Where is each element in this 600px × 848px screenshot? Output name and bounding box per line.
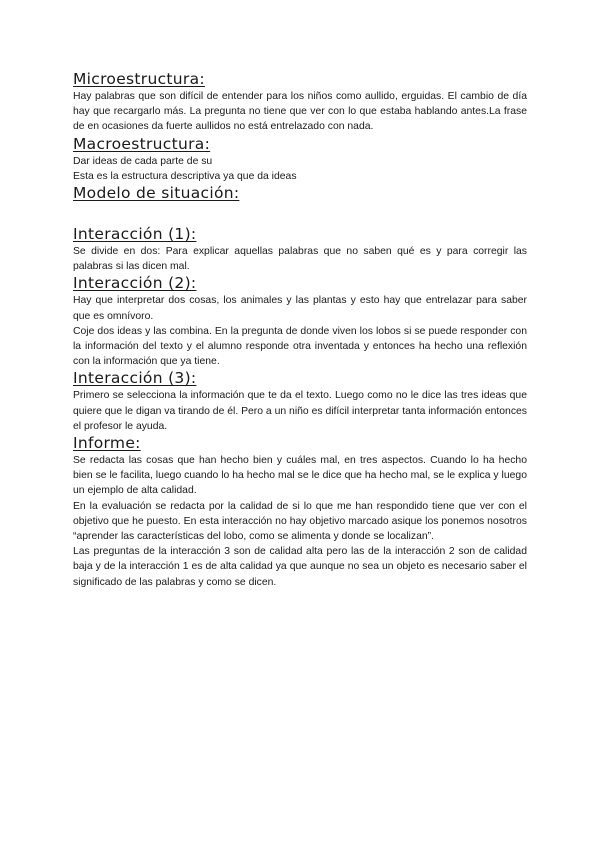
heading-informe: Informe: [73,434,141,453]
paragraph: Las preguntas de la interacción 3 son de calidad alta pero las de la interacción 2 son de calidad baja y de la interacción 1 es de alta calidad ya que aunque no sea un objeto es necesario saber el significado de las palabras y como se dicen. [73,546,527,588]
paragraph: Primero se selecciona la información que te da el texto. Luego como no le dice las tres ideas que quiere que le digan va tirando de él. Pero a un niño es difícil interpretar tanta información entonces el profesor le ayuda. [73,390,528,432]
paragraph: Esta es la estructura descriptiva ya que da ideas [73,170,297,182]
document-body [73,70,527,590]
paragraph: En la evaluación se redacta por la calidad de si lo que me han respondido tiene que ver con el objetivo que he puesto. En esta interacción no hay objetivo marcado asique los ponemos nosotros “aprender las características del lobo, como se alimenta y donde se localizan”. [73,500,527,543]
heading-interaccion-1: Interacción (1): [73,225,197,244]
paragraph: Coje dos ideas y las combina. En la pregunta de donde viven los lobos si se puede responder con la información del texto y el alumno responde otra inventada y entonces ha hecho una reflexión con la información que ya tiene. [73,325,527,368]
heading-microestructura: Microestructura: [73,70,205,88]
heading-modelo-de-situacion: Modelo de situación: [73,184,240,203]
blank-space [73,203,527,225]
heading-interaccion-3: Interacción (3): [73,369,197,388]
heading-interaccion-2: Interacción (2): [73,274,197,293]
paragraph: Se divide en dos: Para explicar aquellas palabras que no saben qué es y para corregir las palabras si las dicen mal. [73,246,527,273]
heading-macroestructura: Macroestructura: [73,134,211,153]
paragraph: Hay palabras que son difícil de entender para los niños como aullido, erguidas. El cambio de día hay que recargarlo más. La pregunta no tiene que ver con lo que estaba hablando antes.La frase de en ocasiones da fuerte aullidos no está entrelazado con nada. [73,91,527,133]
paragraph: Se redacta las cosas que han hecho bien y cuáles mal, en tres aspectos. Cuando lo ha hecho bien se le facilita, luego cuando lo ha hecho mal se le dice que ha hecho mal, se le explica y luego un ejemplo de alta calidad. [73,455,527,497]
paragraph: Dar ideas de cada parte de su [73,155,213,167]
paragraph: Hay que interpretar dos cosas, los animales y las plantas y esto hay que entrelazar para saber que es omnívoro. [73,295,527,322]
